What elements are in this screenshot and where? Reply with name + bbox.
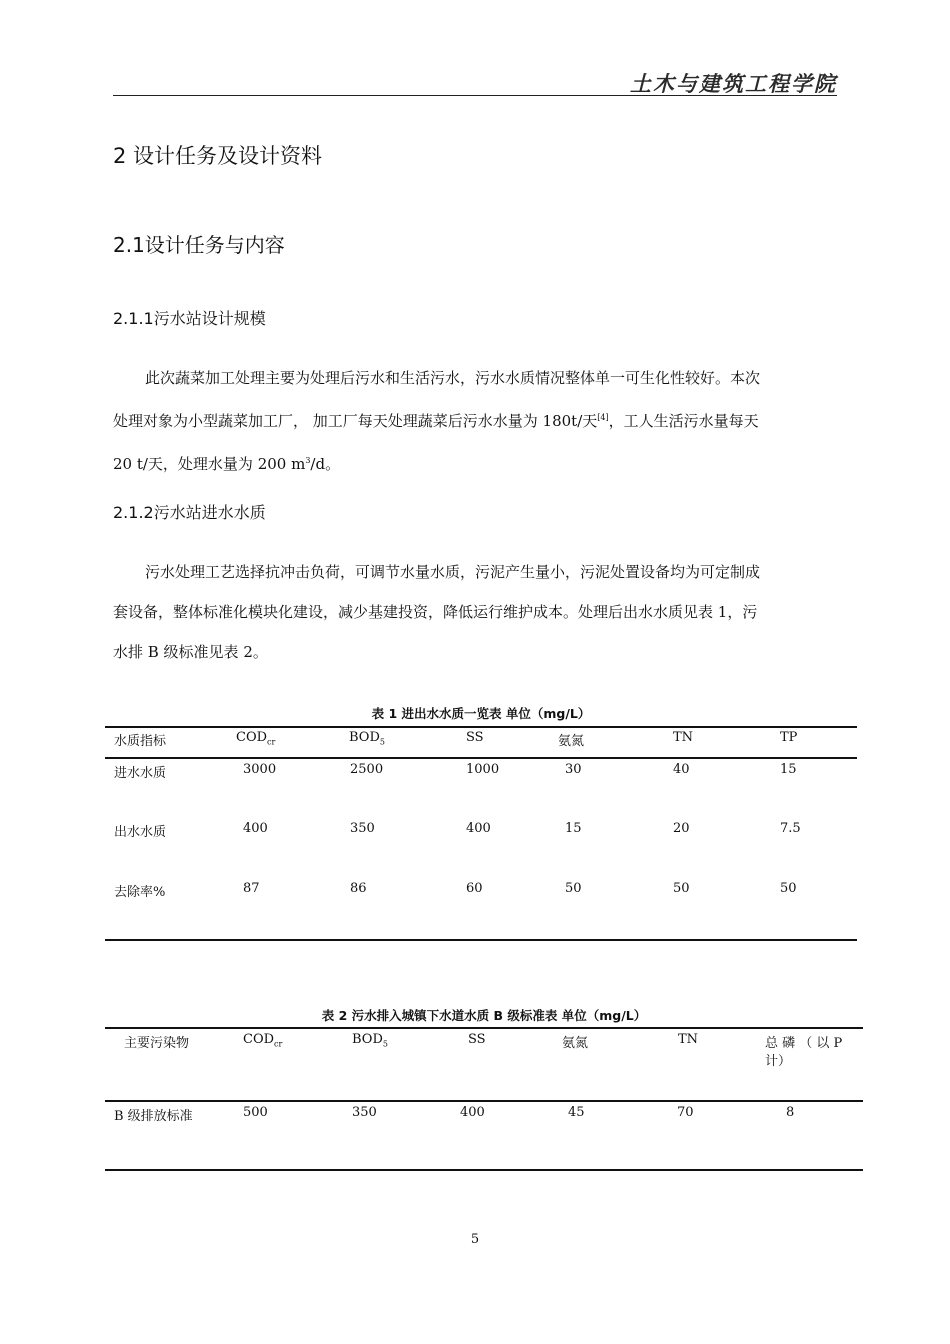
table2-caption: 表 2 污水排入城镇下水道水质 B 级标准表 单位（mg/L） (321, 1008, 647, 1023)
table-cell: 50 (673, 881, 690, 896)
table2-top-rule (105, 1027, 863, 1029)
table2-header-cell: $BOD_5$ (352, 1032, 388, 1049)
table-cell: 1000 (466, 762, 500, 777)
table-cell: 70 (677, 1105, 694, 1120)
table-cell: 8 (786, 1105, 795, 1120)
page-number: 5 (470, 1232, 480, 1247)
table-cell: 15 (780, 762, 797, 777)
table-cell: 3000 (243, 762, 277, 777)
table2-bottom-rule (105, 1169, 863, 1171)
table-cell: 50 (565, 881, 582, 896)
table2-header-cell: 氨氮 (562, 1036, 589, 1051)
table-cell: 400 (460, 1105, 485, 1120)
citation-mark: [4] (597, 413, 609, 422)
college-logo-text: 土木与建筑工程学院 (630, 71, 837, 96)
paragraph-line: 污水处理工艺选择抗冲击负荷，可调节水量水质，污泥产生量小，污泥处置设备均为可定制成 (145, 563, 761, 581)
table-cell: 400 (243, 821, 268, 836)
table-cell: 86 (350, 881, 367, 896)
table-cell: 87 (243, 881, 260, 896)
table-cell: 350 (352, 1105, 377, 1120)
table2-header-cell-continued: 计） (765, 1054, 792, 1069)
table2-header-cell: SS (468, 1032, 486, 1047)
table-cell: 出水水质 (114, 825, 167, 840)
paragraph-line: 处理对象为小型蔬菜加工厂， 加工厂每天处理蔬菜后污水水量为 180t/天[4]，工人生活污水量每天 (113, 412, 759, 430)
table1-header-cell: TP (780, 730, 798, 745)
table1-header-cell: $BOD_5$ (349, 730, 385, 747)
table2-header-cell: $COD_{cr}$ (243, 1032, 283, 1049)
chapter-heading: 2 设计任务及设计资料 (113, 144, 323, 168)
table-cell: 30 (565, 762, 582, 777)
paragraph-line: 此次蔬菜加工处理主要为处理后污水和生活污水，污水水质情况整体单一可生化性较好。本次 (145, 369, 761, 387)
table1-top-rule (105, 726, 857, 728)
table1-header-cell: 氨氮 (558, 734, 585, 749)
table-cell: 去除率% (114, 885, 166, 900)
header-rule (113, 95, 837, 96)
paragraph-line: 20 t/天，处理水量为 200 $m^3/d$。 (113, 455, 341, 473)
section-heading: 2.1设计任务与内容 (113, 233, 285, 257)
table-cell: 2500 (350, 762, 384, 777)
table1-header-rule (105, 757, 857, 759)
table1-header-cell: 水质指标 (114, 734, 167, 749)
paragraph-line: 套设备，整体标准化模块化建设，减少基建投资，降低运行维护成本。处理后出水水质见表 1，污 (113, 603, 758, 621)
table2-header-cell: TN (678, 1032, 699, 1047)
table-cell: 60 (466, 881, 483, 896)
subsection-211-heading: 2.1.1污水站设计规模 (113, 309, 266, 328)
table1-caption: 表 1 进出水水质一览表 单位（mg/L） (371, 706, 591, 721)
table1-header-cell: TN (673, 730, 694, 745)
table-cell: 500 (243, 1105, 268, 1120)
table2-header-cell: 主要污染物 (124, 1036, 190, 1051)
paragraph-line: 水排 B 级标准见表 2。 (113, 643, 268, 661)
unit-superscript: 3 (305, 456, 311, 465)
subsection-212-paragraph (113, 552, 837, 672)
table-cell: 7.5 (780, 821, 801, 836)
table2-header-cell: 总 磷 （ 以 P (765, 1036, 843, 1051)
subsection-211-paragraph (113, 358, 837, 484)
table-cell: 350 (350, 821, 375, 836)
table-cell: 45 (568, 1105, 585, 1120)
table-cell: 400 (466, 821, 491, 836)
table-cell: 进水水质 (114, 766, 167, 781)
table1-header-cell: $COD_{cr}$ (236, 730, 276, 747)
table1-header-cell: SS (466, 730, 484, 745)
table1-bottom-rule (105, 939, 857, 941)
table-cell: 50 (780, 881, 797, 896)
subsection-212-heading: 2.1.2污水站进水水质 (113, 503, 266, 522)
table2-header-rule (105, 1100, 863, 1102)
table-cell: B 级排放标准 (114, 1109, 193, 1124)
table-cell: 15 (565, 821, 582, 836)
table-cell: 20 (673, 821, 690, 836)
table-cell: 40 (673, 762, 690, 777)
